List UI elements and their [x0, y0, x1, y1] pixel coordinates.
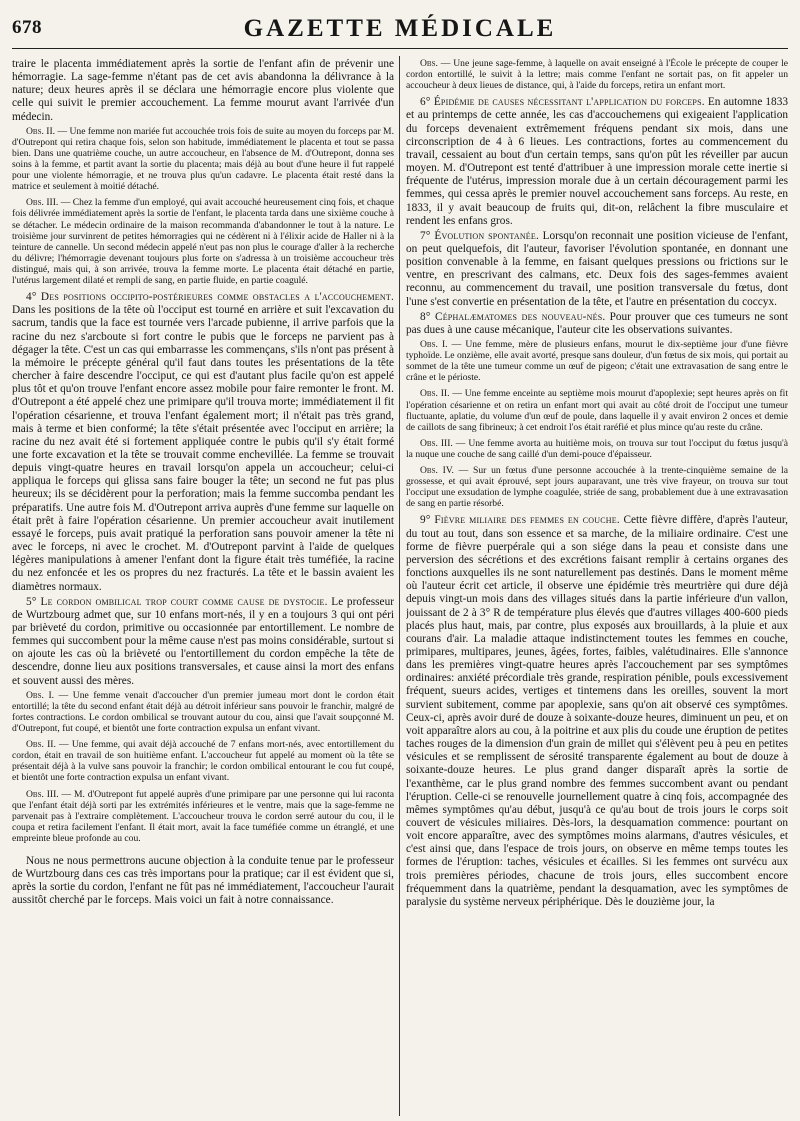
observation-label: Obs. III.	[420, 437, 453, 449]
section-heading: 8° Céphalæmatomes des nouveau-nés.	[420, 310, 606, 323]
observation	[406, 58, 788, 91]
paragraph	[12, 58, 394, 124]
observation-text: — Une femme venait d'accoucher d'un premier jumeau mort dont le cordon était entortillé; la tête du second enfant était déjà au détroit inférieur sans pouvoir le franchir, malgré de fortes contractions. Le cordon ombilical se trouvant autour du cou, ainsi que l'avait soupçonné M. d'Outrepont, fut coupé, et bientôt une forte contraction expulsa un enfant vivant.	[12, 689, 394, 735]
left-column	[12, 58, 394, 1114]
observation	[12, 789, 394, 844]
observation	[12, 126, 394, 193]
observation	[406, 465, 788, 509]
observation-text: — Une femme avorta au huitième mois, on trouva sur tout l'occiput du fœtus jusqu'à la nuque une couche de sang caillé d'un demi-pouce d'épaisseur.	[406, 437, 788, 460]
observation-text: — Une femme non mariée fut accouchée trois fois de suite au moyen du forceps par M. d'Outrepont qui retira chaque fois, selon son habitude, immédiatement le placenta et tout se passa bien. Dans une quatrième couche, un autre accoucheur, en l'absence de M. d'Outrepont, donna ses soins à la femme, et partit avant la sortie du placenta; mais déjà au bout d'une heure il fut rappelé pour une violente hémorragie, et ne trouva plus qu'un cadavre. Le placenta était resté dans la matrice et seulement à moitié détaché.	[12, 125, 394, 193]
observation	[12, 690, 394, 734]
observation	[406, 438, 788, 460]
observation-label: Obs. III.	[26, 197, 59, 209]
observation	[406, 339, 788, 383]
section-heading: 6° Épidémie de causes nécessitant l'application du forceps.	[420, 96, 705, 109]
observation-label: Obs. IV.	[420, 465, 454, 477]
paragraph	[12, 855, 394, 908]
section-paragraph	[406, 311, 788, 337]
observation-text: — Une femme, qui avait déjà accouché de 7 enfans mort-nés, avec entortillement du cordon, était en travail de son huitième enfant. L'accoucheur fut appelé au moment où la tête se présentait déjà à la vulve sans pouvoir la franchir; le cordon ombilical entourant le cou fut coupé, et bientôt une forte contraction expulsa un enfant vivant.	[12, 739, 394, 784]
page-header	[12, 13, 788, 51]
observation-text: — Sur un fœtus d'une personne accouchée à la trente-cinquième semaine de la grossesse, et qui avait éprouvé, sept jours auparavant, une très vive frayeur, on trouva sur tout l'occiput une exsudation de lymphe coagulée, striée de sang, probablement due à une extravasation de sang en partie résorbé.	[406, 465, 788, 510]
page-number: 678	[12, 17, 42, 38]
paragraph-text: traire le placenta immédiatement après la sortie de l'enfant afin de prévenir une hémorragie. La sage-femme n'étant pas de cet avis abandonna la délivrance à la nature; deux heures après il se déclara une hémorragie encore plus violente que celle qui suivit le premier accouchement. La femme mourut avant l'arrivée d'un médecin.	[12, 58, 394, 123]
journal-title: GAZETTE MÉDICALE	[243, 15, 557, 42]
section-paragraph	[406, 230, 788, 309]
paragraph-text: Cette fièvre diffère, d'après l'auteur, du tout au tout, dans son essence et sa marche, de la miliaire ordinaire. C'est une forme de fièvre puerpérale qui a son siége dans la peau et consiste dans une perversion des sécrétions et des excrétions faisant remplir à certains organes des fonctions auxquelles ils ne sont naturellement pas destinés. Dans le moment même où l'auteur écrit cet article, il observe une épidémie très meurtrière qui dure déjà depuis vingt-un mois dans des villages situés dans la partie inférieure d'un vallon, jouissant de 2 à 3° R de température plus élevés que d'autres villages 400-600 pieds placés plus haut, mais, par contre, plus exposés aux brouillards, à la pluie et aux courans d'air. La maladie attaque indistinctement toutes les femmes en couche, primipares, multipares, jeunes, âgées, fortes, faibles, valétudinaires. Elle s'annonce dans les premières vingt-quatre heures après l'accouchement par ses symptômes ordinaires: anxiété précordiale très grande, respiration pénible, pouls excessivement fréquent, sueurs acides, vertiges et tintemens dans les oreilles, souvent la mort survient subitement, comme par apoplexie, sans qu'on ait observé ces symptômes. Ceux-ci, après avoir duré de douze à soixante-douze heures, diminuent un peu, et on voit apparaître alors au cou, à la poitrine et aux plis du coude une éruption de petites taches rouges de la dimension d'un grain de millet qui s'élèvent peu à peu en petites vésicules et se remplissent de sérosité transparente également au bout de douze à soixante-douze heures. Le plus grand danger disparaît après la sortie de l'exanthème, car le plus grand nombre des femmes succombent avant ou pendant l'éruption. Celle-ci se renouvelle journellement quatre à cinq fois, accompagnée des mêmes symptômes qu'au début, jusqu'à ce qu'au bout de trois jours le corps soit couvert de vésicules miliaires. Dès-lors, la desquamation commence: pourtant on voit encore apparaître, avec des symptômes moins alarmans, d'autres vésicules, et c'est ainsi que, dans l'espace de trois jours, on observe en même temps toutes les formes de l'éruption: taches, vésicules et écailles. Si les femmes ont survécu aux trois premières périodes, chacune de trois jours, elles succombent encore fréquemment dans la quatrième, pendant la desquamation, avec les symptômes de paralysie du système nerveux périphérique. Dès le douzième jour, la	[406, 514, 788, 908]
paragraph-text: En automne 1833 et au printemps de cette année, les cas d'accouchemens qui exigeaient l'application du forceps devenaient extrêmement fréquens pendant six mois, dans une circonscription de 4 à 6 lieues. Les contractions, fortes au commencement du travail, cessaient au bout d'un certain temps, sans qu'on pût les réveiller par aucun moyen. M. d'Outrepont est tenté d'attribuer à une impression morale cette inertie si fréquente de l'utérus, impression morale due à un certain découragement parmi les femmes, qui cessa après le premier nouvel accouchement sans forceps. Au reste, en 1833, il y avait beaucoup de fruits qui, dit-on, relâchent la fibre musculaire et rendent les enfans gros.	[406, 96, 788, 227]
observation-label: Obs.	[420, 58, 438, 69]
paragraph-text: Le professeur de Wurtzbourg admet que, sur 10 enfans mort-nés, il y en a toujours 3 qui ont péri par brièveté du cordon, primitive ou occasionnée par entortillement. Le nombre de femmes qui succombent pour la même cause n'est pas moins considérable, surtout si on ajoute les cas où la brièveté ou l'entortillement du cordon empêche la tête de descendre, donne lieu aux positions transversales, et cause ainsi la mort des enfans et souvent aussi des mères.	[12, 595, 394, 687]
observation	[12, 197, 394, 286]
observation-label: Obs. I.	[26, 689, 55, 701]
observation-text: — Une femme, mère de plusieurs enfans, mourut le dix-septième jour d'une fièvre typhoïde. Le onzième, elle avait avorté, presque sans douleur, d'un fœtus de six mois, qui portait au sommet de la tête une tumeur comme un œuf de pigeon; c'était une extravasation de sang entre le crâne et le périoste.	[406, 339, 788, 384]
section-paragraph	[406, 514, 788, 909]
observation-text: — M. d'Outrepont fut appelé auprès d'une primipare par une personne qui lui raconta que l'enfant était déjà sorti par les extrémités inférieures et le ventre, mais que la sage-femme ne parvenait pas à l'extraire complètement. L'accoucheur trouva le cordon serré autour du cou, il le coupa et retira facilement l'enfant. Il était mort, avait la face tuméfiée comme un étranglé, et une empreinte bleue profonde au cou.	[12, 788, 394, 844]
observation-label: Obs. II.	[26, 125, 56, 137]
observation-label: Obs. III.	[26, 788, 59, 800]
observation-text: — Une femme enceinte au septième mois mourut d'apoplexie; sept heures après on fit l'opération césarienne et on retira un enfant mort qui avait au côté droit de l'occiput une tumeur fluctuante, aplatie, du volume d'un œuf de poule, dans laquelle il y avait environ 2 onces et demie de caillots de sang fibrineux; à cet endroit l'os était raréfié et plus mince qu'au reste du crâne.	[406, 388, 788, 433]
paragraph-text: Nous ne nous permettrons aucune objection à la conduite tenue par le professeur de Wurtzbourg dans ces cas très importans pour la pratique; car il est évident que si, après la sortie du cordon, l'enfant ne fût pas né immédiatement, l'accoucheur l'aurait aussitôt cherché par le forceps. Mais voici un fait à notre connaissance.	[12, 855, 394, 907]
paragraph-text: Pour prouver que ces tumeurs ne sont pas dues à une cause mécanique, l'auteur cite les observations suivantes.	[406, 310, 788, 336]
observation	[406, 388, 788, 432]
section-heading: 4° Des positions occipito-postérieures comme obstacles a l'accouchement.	[26, 291, 394, 304]
section-paragraph	[406, 96, 788, 228]
paragraph-text: Lorsqu'on reconnait une position vicieuse de l'enfant, on peut quelquefois, dit l'auteur, favoriser l'évolution spontanée, en donnant une position convenable à la femme, en faisant quelques pressions ou frictions sur le ventre, en prescrivant des calmans, etc. Deux fois des sages-femmes avaient reconnu, au commencement du travail, une position transversale du fœtus, dont l'une s'est convertie en présentation de la tête, et l'autre en présentation du coccyx.	[406, 229, 788, 308]
section-heading: 9° Fièvre miliaire des femmes en couche.	[420, 514, 620, 527]
observation-text: — Une jeune sage-femme, à laquelle on avait enseigné à l'École le précepte de couper le cordon entortillé, le suivit à la lettre; mais comme l'enfant ne sortait pas, on fit appeler un accoucheur à deux lieues de distance, qui, à l'aide du forceps, retira un enfant mort.	[406, 58, 788, 92]
section-heading: 5° Le cordon ombilical trop court comme cause de dystocie.	[26, 595, 328, 608]
section-paragraph	[12, 291, 394, 594]
right-column	[406, 58, 788, 1114]
observation-label: Obs. I.	[420, 339, 448, 351]
observation	[12, 739, 394, 783]
section-heading: 7° Évolution spontanée.	[420, 229, 539, 242]
observation-text: — Chez la femme d'un employé, qui avait accouché heureusement cinq fois, et chaque fois délivrée immédiatement après la sortie de l'enfant, le placenta tarda dans une sixième couche à se détacher. Le médecin ordinaire de la maison recommanda d'abandonner le tout à la nature. Le troisième jour survinrent de petites hémorragies qui ne cédèrent ni à l'élixir acide de Haller ni à la teinture de cannelle. Un second médecin appelé n'eut pas non plus le courage d'aller à la recherche du délivre; l'hémorragie devenant toujours plus forte on s'adressa à un troisième accoucheur très distingué, mais qui, à son arrivée, trouva la femme morte. Le placenta était détaché en partie, l'utérus largement dilaté et rempli de sang, en partie fluide, en partie coagulé.	[12, 197, 394, 286]
section-paragraph	[12, 596, 394, 688]
observation-label: Obs. II.	[26, 739, 56, 751]
observation-label: Obs. II.	[420, 388, 450, 400]
paragraph-text: Dans les positions de la tête où l'occiput est tourné en arrière et suit l'excavation du sacrum, tandis que la face est tournée vers l'arcade pubienne, il arrive parfois que la racine du nez s'arcboute si fort contre le pubis que le forceps ne parvient pas à dégager la tête. C'est un cas qui embarrasse les commençans, s'ils n'ont pas présent à la mémoire le précepte général qu'il faut dans toutes les présentations de la tête chercher à faire descendre l'occiput, ce qui est d'autant plus facile qu'on est appelé plus tôt et qu'on trouve l'enfant encore assez mobile pour faire remonter le front. M. d'Outrepont a été appelé chez une primipare qu'il trouva morte; immédiatement il fit l'opération césarienne, et trouva l'enfant également mort; il n'était pas très grand, mais à terme et bien conformé; la tête s'était présentée avec l'occiput en arrière; la racine du nez avait été si fortement appliquée contre le pubis qu'il s'y était formé une forte excavation et la tête se trouvait comme enchevillée. La femme se trouvait depuis vingt-quatre heures en travail lorsqu'on appela un accoucheur; celui-ci appliqua le forceps qui glissa sans faire bouger la tête; un second ne fut pas plus heureux; ils se décidèrent pour la perforation; mais la femme succomba pendant les préparatifs. Une autre fois M. d'Outrepont arriva auprès d'une femme sur laquelle on était prêt à faire l'opération césarienne. Un premier accoucheur avait inutilement essayé le forceps, puis avait pratiqué la perforation sans pouvoir amener la tête ni avec le forceps, ni avec le crochet. M. d'Outrepont parvint à l'aide de quelques légères manipulations à amener l'enfant dont la figure était très tuméfiée, la racine du nez enfoncée et les os propres du nez fracturés. La tête et le bassin avaient les diamètres normaux.	[12, 304, 394, 593]
header-rule	[12, 48, 788, 49]
column-divider	[399, 56, 400, 1116]
